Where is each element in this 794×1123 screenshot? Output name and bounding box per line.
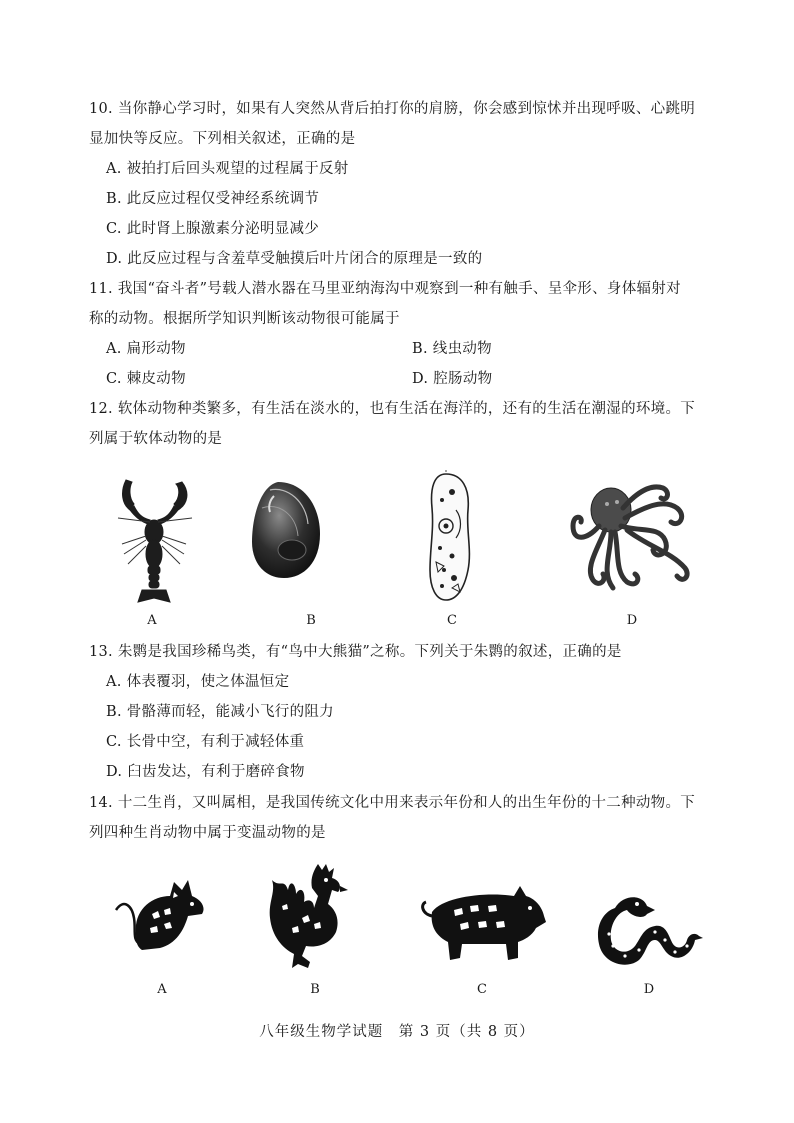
- q10-stem-line2: 显加快等反应。下列相关叙述，正确的是: [89, 131, 356, 147]
- q10-option-a: A. 被拍打后回头观望的过程属于反射: [106, 161, 349, 177]
- q12-stem-line1: 12. 软体动物种类繁多，有生活在淡水的，也有生活在海洋的，还有的生活在潮湿的环境。下: [89, 401, 696, 417]
- q11-option-c: C. 棘皮动物: [106, 371, 186, 387]
- rooster-icon: [262, 858, 358, 972]
- snail-shell-icon: [248, 478, 324, 582]
- q14-label-a: A: [157, 982, 167, 997]
- q11-option-d: D. 腔肠动物: [412, 371, 493, 387]
- octopus-icon: [567, 480, 693, 592]
- q12-label-c: C: [447, 613, 457, 628]
- q14-label-c: C: [477, 982, 487, 997]
- q11-stem-line1: 11. 我国“奋斗者”号载人潜水器在马里亚纳海沟中观察到一种有触手、呈伞形、身体辐射对: [89, 281, 681, 297]
- q11-stem-line2: 称的动物。根据所学知识判断该动物很可能属于: [89, 311, 400, 327]
- q13-option-d: D. 臼齿发达，有利于磨碎食物: [106, 764, 305, 780]
- rat-icon: [112, 870, 208, 956]
- q10-option-c: C. 此时肾上腺激素分泌明显减少: [106, 221, 320, 237]
- q14-label-d: D: [643, 982, 655, 997]
- pig-icon: [418, 882, 548, 964]
- q12-label-b: B: [306, 613, 316, 628]
- q10-stem-line1: 10. 当你静心学习时，如果有人突然从背后拍打你的肩膀，你会感到惊怵并出现呼吸、心跳明: [89, 101, 696, 117]
- q14-stem-line1: 14. 十二生肖，又叫属相，是我国传统文化中用来表示年份和人的出生年份的十二种动物。下: [89, 795, 696, 811]
- q10-option-d: D. 此反应过程与含羞草受触摸后叶片闭合的原理是一致的: [106, 251, 483, 267]
- q12-stem-line2: 列属于软体动物的是: [89, 431, 223, 447]
- q10-option-b: B. 此反应过程仅受神经系统调节: [106, 191, 320, 207]
- q13-option-a: A. 体表覆羽，使之体温恒定: [106, 674, 290, 690]
- paramecium-icon: [422, 470, 478, 604]
- q13-stem-line1: 13. 朱鹮是我国珍稀鸟类，有“鸟中大熊猫”之称。下列关于朱鹮的叙述，正确的是: [89, 644, 622, 660]
- q13-option-b: B. 骨骼薄而轻，能减小飞行的阻力: [106, 704, 334, 720]
- q12-label-d: D: [626, 613, 638, 628]
- snake-icon: [595, 890, 705, 968]
- q13-option-c: C. 长骨中空，有利于减轻体重: [106, 734, 305, 750]
- q11-option-a: A. 扁形动物: [106, 341, 186, 357]
- q14-label-b: B: [310, 982, 320, 997]
- q14-stem-line2: 列四种生肖动物中属于变温动物的是: [89, 825, 326, 841]
- crayfish-icon: [112, 474, 196, 606]
- q12-label-a: A: [147, 613, 157, 628]
- page-footer: 八年级生物学试题 第 3 页（共 8 页）: [259, 1024, 535, 1040]
- q11-option-b: B. 线虫动物: [412, 341, 492, 357]
